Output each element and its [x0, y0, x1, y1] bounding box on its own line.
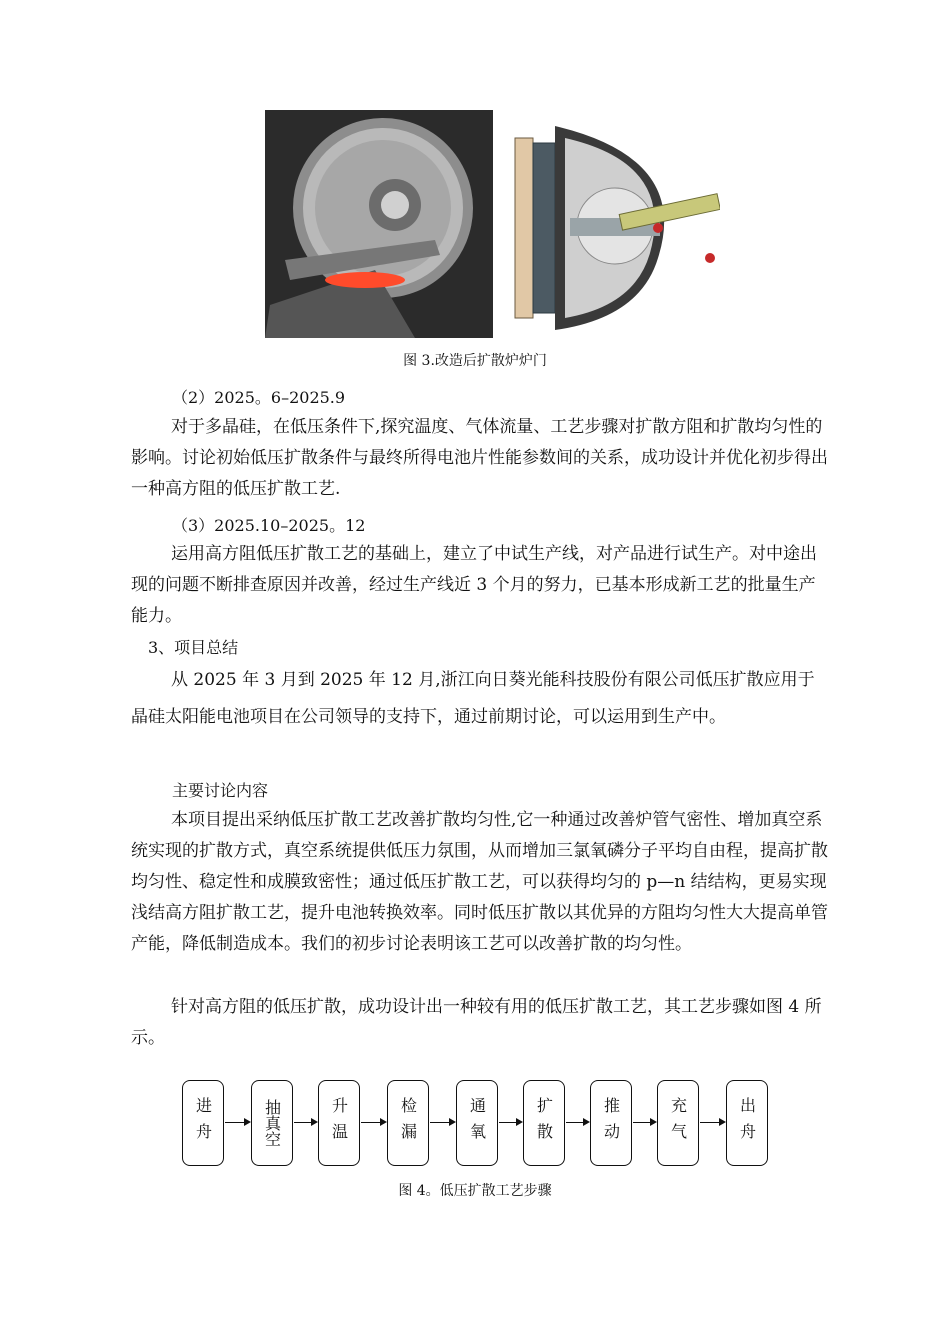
figure-4-caption: 图 4。低压扩散工艺步骤	[398, 1183, 552, 1199]
flow-arrow-2	[294, 1122, 316, 1123]
section-2-heading: （2）2025。6–2025.9	[172, 388, 346, 407]
flow-step-1: 进舟	[182, 1080, 224, 1166]
flow-arrow-4	[430, 1122, 454, 1123]
summary-text: 从 2025 年 3 月到 2025 年 12 月,浙江向日葵光能科技股份有限公司低压扩散应用于晶硅太阳能电池项目在公司领导的支持下，通过前期讨论，可以运用到生产中。	[131, 670, 815, 727]
flow-step-3: 升温	[318, 1080, 360, 1166]
section-3-heading: （3）2025.10–2025。12	[172, 516, 366, 535]
section-2-text: 对于多晶硅，在低压条件下,探究温度、气体流量、工艺步骤对扩散方阻和扩散均匀性的影响。讨论初始低压扩散条件与最终所得电池片性能参数间的关系，成功设计并优化初步得出一种高方阻的低压扩散工艺.	[131, 417, 828, 499]
flow-step-7: 推动	[590, 1080, 632, 1166]
furnace-door-cad-drawing	[510, 118, 720, 333]
flow-step-9: 出舟	[726, 1080, 768, 1166]
flow-arrow-6	[566, 1122, 588, 1123]
main-content-text: 本项目提出采纳低压扩散工艺改善扩散均匀性,它一种通过改善炉管气密性、增加真空系统实现的扩散方式，真空系统提供低压力氛围，从而增加三氯氧磷分子平均自由程，提高扩散均匀性、稳定性和成膜致密性；通过低压扩散工艺，可以获得均匀的 p—n 结结构，更易实现浅结高方阻扩散工艺，提升电池转换效率。同时低压扩散以其优异的方阻均匀性大大提高单管产能，降低制造成本。我们的初步讨论表明该工艺可以改善扩散的均匀性。	[131, 810, 828, 954]
flow-step-2: 抽真空	[251, 1080, 293, 1166]
main-content-heading: 主要讨论内容	[172, 781, 269, 800]
flow-step-8: 充气	[657, 1080, 699, 1166]
process-flow-diagram	[180, 1075, 780, 1175]
flow-arrow-1	[225, 1122, 249, 1123]
figure-3	[265, 110, 720, 338]
flow-arrow-7	[633, 1122, 655, 1123]
furnace-door-photo	[265, 110, 493, 338]
flow-arrow-3	[361, 1122, 385, 1123]
flow-arrow-8	[700, 1122, 724, 1123]
flow-step-4: 检漏	[387, 1080, 429, 1166]
flow-step-6: 扩散	[523, 1080, 565, 1166]
summary-heading: 3、项目总结	[148, 638, 239, 657]
figure-3-caption: 图 3.改造后扩散炉炉门	[403, 353, 547, 369]
final-text: 针对高方阻的低压扩散，成功设计出一种较有用的低压扩散工艺，其工艺步骤如图 4 所示。	[131, 997, 822, 1048]
flow-step-5: 通氧	[456, 1080, 498, 1166]
flow-arrow-5	[499, 1122, 521, 1123]
section-3-text: 运用高方阻低压扩散工艺的基础上，建立了中试生产线，对产品进行试生产。对中途出现的问题不断排查原因并改善，经过生产线近 3 个月的努力，已基本形成新工艺的批量生产能力。	[131, 544, 817, 626]
